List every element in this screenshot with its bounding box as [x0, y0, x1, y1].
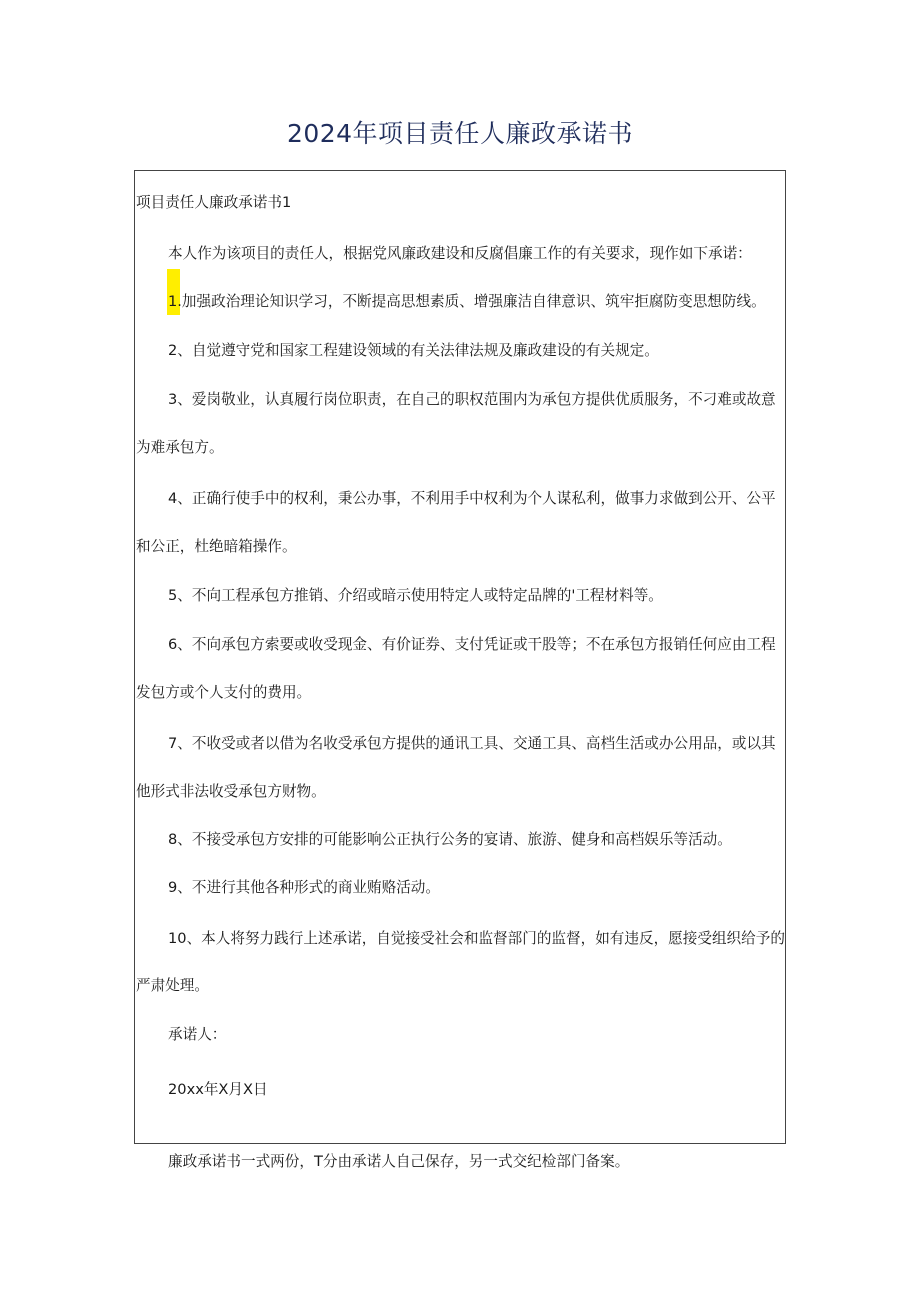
- commitment-item-5: 5、不向工程承包方推销、介绍或暗示使用特定人或特定品牌的'工程材料等。: [168, 587, 663, 604]
- document-title: 2024年项目责任人廉政承诺书: [286, 119, 634, 148]
- signing-date: 20xx年X月X日: [168, 1081, 268, 1098]
- commitment-item-7-line2: 他形式非法收受承包方财物。: [136, 783, 326, 800]
- commitment-item-10-line2: 严肃处理。: [136, 977, 209, 994]
- signer-label: 承诺人：: [168, 1026, 227, 1043]
- commitment-item-6-line1: 6、不向承包方索要或收受现金、有价证券、支付凭证或干股等；不在承包方报销任何应由工程: [168, 636, 776, 653]
- commitment-item-1: 1.加强政治理论知识学习，不断提高思想素质、增强廉洁自律意识、筑牢拒腐防变思想防线。: [168, 293, 766, 310]
- intro-paragraph: 本人作为该项目的责任人，根据党风廉政建设和反腐倡廉工作的有关要求，现作如下承诺：: [168, 245, 752, 262]
- commitment-item-4-line2: 和公正，杜绝暗箱操作。: [136, 538, 297, 555]
- commitment-item-10-line1: 10、本人将努力践行上述承诺，自觉接受社会和监督部门的监督，如有违反，愿接受组织给予的: [168, 930, 785, 947]
- commitment-item-9: 9、不进行其他各种形式的商业贿赂活动。: [168, 879, 440, 896]
- document-footnote: 廉政承诺书一式两份，T分由承诺人自己保存，另一式交纪检部门备案。: [168, 1153, 630, 1170]
- commitment-item-6-line2: 发包方或个人支付的费用。: [136, 684, 312, 701]
- document-subtitle: 项目责任人廉政承诺书1: [136, 194, 292, 211]
- commitment-item-8: 8、不接受承包方安排的可能影响公正执行公务的宴请、旅游、健身和高档娱乐等活动。: [168, 831, 732, 848]
- commitment-item-4-line1: 4、正确行使手中的权利，秉公办事，不利用手中权利为个人谋私利，做事力求做到公开、公平: [168, 490, 776, 507]
- commitment-item-2: 2、自觉遵守党和国家工程建设领域的有关法律法规及廉政建设的有关规定。: [168, 342, 659, 359]
- document-frame: [134, 170, 786, 1144]
- commitment-item-3-line2: 为难承包方。: [136, 439, 224, 456]
- commitment-item-3-line1: 3、爱岗敬业，认真履行岗位职责，在自己的职权范围内为承包方提供优质服务，不刁难或故意: [168, 391, 776, 408]
- commitment-item-7-line1: 7、不收受或者以借为名收受承包方提供的通讯工具、交通工具、高档生活或办公用品，或以其: [168, 735, 776, 752]
